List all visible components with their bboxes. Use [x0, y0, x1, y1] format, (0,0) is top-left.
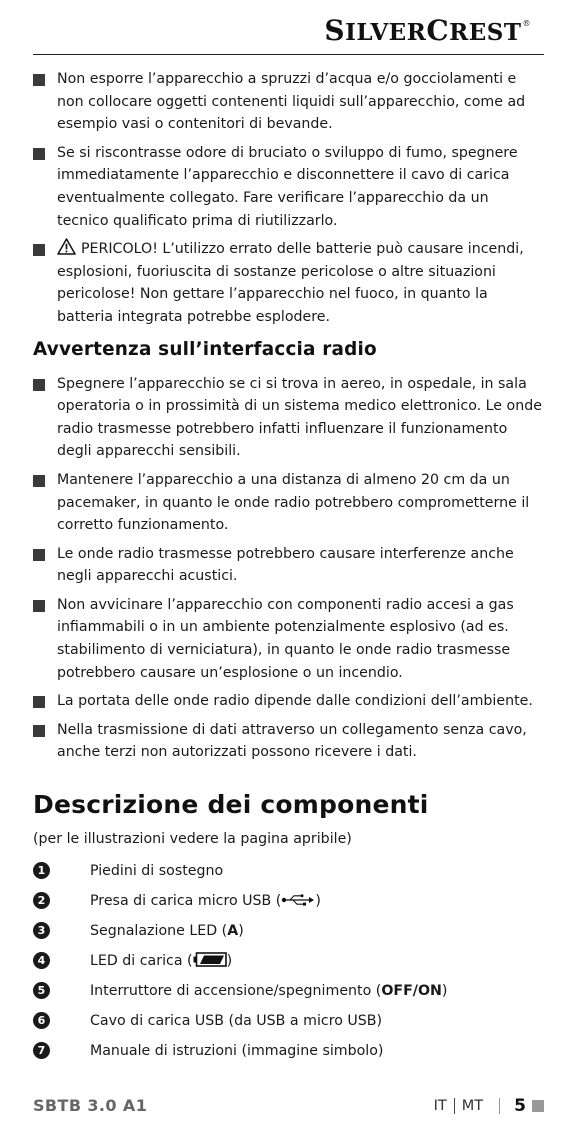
bullet-square-icon [33, 549, 45, 561]
number-badge: 2 [33, 892, 50, 909]
number-badge: 5 [33, 982, 50, 999]
language-code: IT [433, 1098, 447, 1114]
model-number: SBTB 3.0 A1 [33, 1096, 148, 1115]
number-badge: 6 [33, 1012, 50, 1029]
warning-triangle-icon [57, 238, 76, 255]
page-number: 5 [514, 1096, 526, 1116]
brand-logo: SILVERCREST® [324, 14, 531, 47]
list-item: Nella trasmissione di dati attraverso un collegamento senza cavo, anche terzi non autorizzati possono ricevere i dati. [33, 719, 543, 764]
bullet-square-icon [33, 696, 45, 708]
number-badge: 1 [33, 862, 50, 879]
components-heading: Descrizione dei componenti [33, 790, 429, 820]
divider [499, 1098, 500, 1114]
illustrations-note: (per le illustrazioni vedere la pagina apribile) [33, 831, 352, 848]
component-item: 2 Presa di carica micro USB ( ) [33, 889, 543, 914]
number-badge: 4 [33, 952, 50, 969]
bullet-square-icon [33, 475, 45, 487]
component-item: 6 Cavo di carica USB (da USB a micro USB) [33, 1009, 543, 1034]
component-item: 1 Piedini di sostegno [33, 859, 543, 884]
bullet-square-icon [33, 600, 45, 612]
list-item: Le onde radio trasmesse potrebbero causare interferenze anche negli apparecchi acustici. [33, 543, 543, 588]
list-item: La portata delle onde radio dipende dalle condizioni dell’ambiente. [33, 690, 543, 713]
number-badge: 7 [33, 1042, 50, 1059]
list-item: Spegnere l’apparecchio se ci si trova in aereo, in ospedale, in sala operatoria o in prossimità di un sistema medico elettronico. Le onde radio trasmesse potrebbero infatti influenzare il funzionamento degli apparecchi sensibili. [33, 373, 543, 463]
list-item: Mantenere l’apparecchio a una distanza di almeno 20 cm da un pacemaker, in quanto le onde radio potrebbero comprometterne il corretto funzionamento. [33, 469, 543, 537]
component-item: 7 Manuale di istruzioni (immagine simbolo) [33, 1039, 543, 1064]
usb-symbol-icon [281, 894, 315, 906]
list-item: Non avvicinare l’apparecchio con componenti radio accesi a gas infiammabili o in un ambiente potenzialmente esplosivo (ad es. stabilimento di verniciatura), in quanto le onde radio trasmesse potrebbero causare un’esplosione o un incendio. [33, 594, 543, 684]
component-item: 4 LED di carica ( ) [33, 949, 543, 974]
page-footer [33, 1096, 544, 1120]
bullet-square-icon [33, 244, 45, 256]
list-item: Se si riscontrasse odore di bruciato o sviluppo di fumo, spegnere immediatamente l’apparecchio e disconnettere il cavo di carica eventualmente collegato. Fare verificare l’apparecchio da un tecnico qualificato prima di riutilizzarlo. [33, 142, 543, 232]
language-code: MT [461, 1098, 484, 1114]
divider [454, 1098, 455, 1114]
content [33, 68, 543, 1064]
radio-warning-heading: Avvertenza sull’interfaccia radio [33, 338, 377, 360]
bullet-square-icon [33, 725, 45, 737]
bullet-square-icon [33, 74, 45, 86]
battery-icon [193, 952, 227, 967]
header-rule [33, 54, 544, 55]
bullet-square-icon [33, 148, 45, 160]
bullet-square-icon [33, 379, 45, 391]
number-badge: 3 [33, 922, 50, 939]
component-item: 5 Interruttore di accensione/spegnimento (OFF/ON) [33, 979, 543, 1004]
component-item: 3 Segnalazione LED (A) [33, 919, 543, 944]
list-item: PERICOLO! L’utilizzo errato delle batterie può causare incendi, esplosioni, fuoriuscita di sostanze pericolose o altre situazioni pericolose! Non gettare l’apparecchio nel fuoco, in quanto la batteria integrata potrebbe esplodere. [33, 238, 543, 328]
list-item: Non esporre l’apparecchio a spruzzi d’acqua e/o gocciolamenti e non collocare oggetti contenenti liquidi sull’apparecchio, come ad esempio vasi o contenitori di bevande. [33, 68, 543, 136]
page-marker-icon [532, 1100, 544, 1112]
